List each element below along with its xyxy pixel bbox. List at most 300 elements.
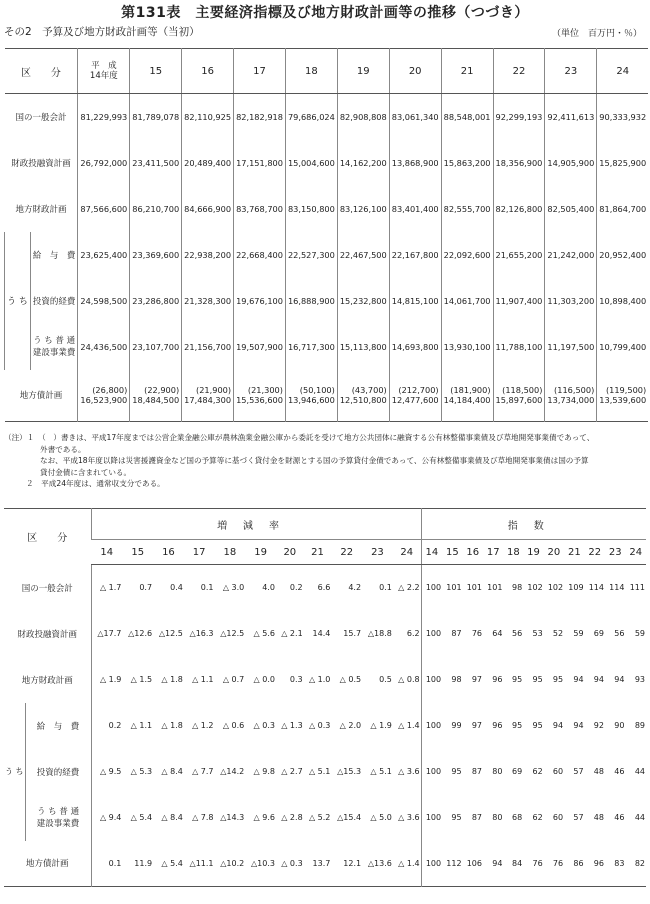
index-cell: 96 — [593, 858, 604, 868]
index-cell: 95 — [552, 675, 564, 684]
rate-cell: △ 5.1 — [308, 767, 331, 776]
table-cell: 14,061,700 — [441, 278, 493, 324]
cell-value: 15,536,600 — [236, 395, 283, 406]
table-cell: 14,815,100 — [389, 278, 441, 324]
table-row — [4, 841, 646, 887]
cell-paren-value: (50,100) — [299, 385, 335, 396]
table-cell: 23,369,600 — [130, 232, 182, 278]
index-cell: 57 — [573, 813, 584, 822]
index-cell: 46 — [614, 813, 625, 822]
rate-cell: 0.1 — [379, 583, 392, 593]
rate-cell: △ 9.4 — [91, 795, 122, 841]
index-cell: 99 — [451, 721, 462, 730]
row-label — [25, 795, 91, 841]
table-row — [4, 749, 646, 795]
uchi-label: う ち — [4, 703, 25, 841]
rate-cell: △ 0.6 — [222, 721, 245, 730]
index-cell: 83 — [614, 858, 625, 868]
footnote-line: ２ 平成24年度は、通常収支分である。 — [26, 479, 165, 488]
index-cell: 100 — [421, 703, 442, 749]
row-label-line1: う ち 普 通 — [33, 335, 76, 346]
index-cell: 92 — [593, 721, 604, 730]
cell-value: 14,184,400 — [443, 395, 491, 406]
table-row — [4, 611, 646, 657]
table-row — [5, 324, 649, 370]
rate-cell: △ 2.8 — [281, 813, 303, 822]
table-row — [5, 140, 649, 186]
index-cell: 68 — [512, 813, 523, 822]
table-cell: 15,825,900 — [597, 140, 648, 186]
budget-table — [4, 48, 648, 422]
index-cell: 100 — [421, 795, 442, 841]
cell-paren-value: (43,700) — [351, 385, 387, 396]
rate-cell: 6.2 — [406, 629, 420, 638]
rate-cell: △ 3.0 — [222, 583, 245, 593]
header-year-rate: 24 — [393, 540, 421, 565]
rate-cell: △ 1.9 — [91, 657, 122, 703]
header-year-index: 15 — [442, 540, 462, 565]
rate-cell: △ 8.4 — [161, 813, 183, 822]
index-cell: 101 — [487, 583, 503, 593]
table-cell: 81,864,700 — [597, 186, 648, 232]
table-cell: 83,150,800 — [285, 186, 337, 232]
header-year: 22 — [493, 49, 545, 94]
table-cell: 22,092,600 — [441, 232, 493, 278]
table-cell: 92,411,613 — [545, 94, 597, 140]
table-cell: 13,930,100 — [441, 324, 493, 370]
rate-cell: △ 1.2 — [192, 721, 214, 730]
rate-cell: △ 1.5 — [130, 675, 153, 684]
rate-cell: △ 9.6 — [253, 813, 275, 822]
row-label: 地方債計画 — [26, 859, 69, 870]
table-cell: 23,286,800 — [130, 278, 182, 324]
index-cell: 97 — [471, 721, 482, 730]
index-cell: 100 — [421, 657, 442, 703]
index-cell: 87 — [471, 813, 482, 822]
row-label: 地方債計画 — [19, 391, 63, 402]
index-cell: 76 — [552, 858, 564, 868]
header-year-rate: 14 — [91, 540, 122, 565]
table-cell: 84,666,900 — [182, 186, 234, 232]
table-cell: 22,467,500 — [337, 232, 389, 278]
table-cell: 26,792,000 — [78, 140, 130, 186]
header-year: 20 — [389, 49, 441, 94]
index-cell: 95 — [451, 767, 462, 776]
rate-cell: △ 1.0 — [308, 675, 331, 684]
row-label: 地方財政計画 — [15, 204, 67, 215]
table-cell: 14,162,200 — [337, 140, 389, 186]
index-cell: 106 — [466, 858, 482, 868]
table-cell — [285, 370, 337, 422]
table-row — [5, 232, 649, 278]
table-cell: 22,938,200 — [182, 232, 234, 278]
table-cell: 24,436,500 — [78, 324, 130, 370]
row-label — [30, 324, 78, 370]
table-row — [4, 795, 646, 841]
index-cell: 111 — [629, 583, 645, 593]
index-cell: 82 — [634, 858, 645, 868]
row-label: 国の一般会計 — [21, 583, 73, 594]
row-label: 投資的経費 — [36, 767, 80, 778]
index-cell: 56 — [512, 629, 523, 638]
rate-cell: △ 5.1 — [370, 767, 392, 776]
header-year-rate: 23 — [362, 540, 393, 565]
table-cell: 18,356,900 — [493, 140, 545, 186]
cell-value: 15,897,600 — [495, 395, 543, 406]
footnotes — [4, 432, 644, 490]
rate-cell: 0.7 — [139, 583, 153, 593]
table-cell: 10,898,400 — [597, 278, 648, 324]
cell-value: 13,734,000 — [547, 395, 595, 406]
table-cell: 13,868,900 — [389, 140, 441, 186]
header-year-rate: 18 — [215, 540, 246, 565]
rate-cell: △ 1.3 — [281, 721, 303, 730]
table-cell: 82,110,925 — [182, 94, 234, 140]
header-year-first-line2: 14年度 — [89, 71, 118, 81]
index-cell: 94 — [614, 675, 625, 684]
table-cell: 86,210,700 — [130, 186, 182, 232]
index-cell: 95 — [532, 675, 543, 684]
index-cell: 90 — [614, 721, 625, 730]
index-cell: 56 — [614, 629, 625, 638]
rate-cell: △ 0.8 — [398, 675, 420, 684]
header-year-index: 21 — [564, 540, 584, 565]
rate-cell: △12.5 — [220, 629, 245, 638]
cell-paren-value: (21,900) — [196, 385, 232, 396]
cell-paren-value: (118,500) — [502, 385, 543, 396]
header-year: 18 — [285, 49, 337, 94]
row-label: 国の一般会計 — [15, 112, 67, 123]
table-cell: 21,655,200 — [493, 232, 545, 278]
table-cell — [234, 370, 286, 422]
index-cell: 53 — [532, 629, 543, 638]
row-label: 給 与 費 — [32, 250, 76, 261]
index-cell: 84 — [512, 858, 523, 868]
table-cell — [78, 370, 130, 422]
rate-cell: 0.5 — [379, 675, 392, 684]
rate-cell: △ 3.6 — [398, 767, 420, 776]
rate-cell: 14.4 — [312, 629, 331, 638]
rate-cell: △ 2.7 — [281, 767, 303, 776]
rate-cell: 0.2 — [91, 703, 122, 749]
rate-cell: △10.3 — [250, 858, 275, 868]
rate-cell: 11.9 — [134, 858, 153, 868]
cell-value: 12,510,800 — [339, 395, 387, 406]
rate-cell: 0.2 — [289, 583, 303, 593]
table-cell: 19,507,900 — [234, 324, 286, 370]
table-cell: 83,768,700 — [234, 186, 286, 232]
header-year-index: 20 — [544, 540, 564, 565]
footnote-line: 外書である。 — [40, 444, 86, 454]
index-cell: 96 — [492, 721, 503, 730]
index-cell: 95 — [532, 721, 543, 730]
rate-cell: △15.3 — [337, 767, 362, 776]
table-cell: 15,004,600 — [285, 140, 337, 186]
header-year-index: 18 — [503, 540, 523, 565]
table-cell: 11,303,200 — [545, 278, 597, 324]
row-label-line2: 建設事業費 — [32, 347, 76, 358]
rate-cell: △ 0.5 — [339, 675, 362, 684]
header-year: 24 — [597, 49, 648, 94]
cell-paren-value: (181,900) — [450, 385, 491, 396]
index-cell: 114 — [588, 583, 604, 593]
row-label-line1: う ち 普 通 — [36, 806, 80, 817]
header-group-index: 指数 — [421, 509, 646, 540]
page-title: 第131表 主要経済指標及び地方財政計画等の推移（つづき） — [121, 5, 529, 21]
rate-cell: △ 3.6 — [398, 813, 420, 822]
index-cell: 59 — [634, 629, 645, 638]
header-year-index: 24 — [625, 540, 646, 565]
header-year-rate: 17 — [184, 540, 215, 565]
header-year-rate: 15 — [122, 540, 153, 565]
index-cell: 109 — [568, 583, 584, 593]
table-row — [5, 94, 649, 140]
table-cell: 20,489,400 — [182, 140, 234, 186]
index-cell: 89 — [634, 721, 645, 730]
header-year-rate: 16 — [153, 540, 184, 565]
index-cell: 101 — [446, 583, 462, 593]
index-cell: 95 — [512, 721, 523, 730]
rate-cell: △ 2.1 — [281, 629, 303, 638]
header-year-index: 22 — [585, 540, 605, 565]
header-year-index: 23 — [605, 540, 625, 565]
index-cell: 44 — [634, 813, 645, 822]
rate-cell: △ 1.8 — [161, 675, 183, 684]
cell-paren-value: (26,800) — [92, 385, 128, 396]
index-cell: 76 — [532, 858, 543, 868]
table-cell: 82,908,808 — [337, 94, 389, 140]
rate-cell: △ 0.7 — [222, 675, 245, 684]
table-cell: 21,328,300 — [182, 278, 234, 324]
rate-cell: △ 0.3 — [308, 721, 331, 730]
header-year-first-line1: 平 成 — [91, 61, 117, 71]
index-cell: 86 — [573, 858, 584, 868]
rate-cell: 0.1 — [200, 583, 214, 593]
index-cell: 97 — [471, 675, 482, 684]
table-header-row — [5, 49, 649, 94]
table-cell: 11,907,400 — [493, 278, 545, 324]
index-cell: 93 — [634, 675, 645, 684]
rate-cell: △ 9.5 — [91, 749, 122, 795]
table-row — [5, 186, 649, 232]
header-year: 19 — [337, 49, 389, 94]
rate-cell: 0.3 — [289, 675, 303, 684]
table-cell: 81,789,078 — [130, 94, 182, 140]
table-cell: 90,333,932 — [597, 94, 648, 140]
cell-value: 13,539,600 — [599, 395, 647, 406]
header-year-rate: 22 — [331, 540, 362, 565]
row-label: 給 与 費 — [36, 721, 80, 732]
header-category: 区 分 — [27, 533, 68, 545]
rate-cell: △ 7.8 — [192, 813, 214, 822]
rate-cell: △ 0.3 — [281, 858, 303, 868]
rate-cell: △13.6 — [367, 858, 392, 868]
rate-cell: 6.6 — [317, 583, 331, 593]
cell-paren-value: (21,300) — [247, 385, 283, 396]
index-cell: 94 — [573, 675, 584, 684]
index-cell: 80 — [492, 813, 503, 822]
table-cell: 20,952,400 — [597, 232, 648, 278]
index-cell: 48 — [593, 813, 604, 822]
rate-cell: △10.2 — [220, 858, 245, 868]
index-cell: 94 — [492, 858, 503, 868]
rate-cell: △ 5.6 — [253, 629, 275, 638]
table-cell: 82,555,700 — [441, 186, 493, 232]
table-cell — [597, 370, 648, 422]
index-cell: 52 — [552, 629, 564, 638]
table-cell: 82,182,918 — [234, 94, 286, 140]
index-cell: 95 — [451, 813, 462, 822]
table-cell: 83,126,100 — [337, 186, 389, 232]
index-cell: 98 — [512, 583, 523, 593]
table-cell: 10,799,400 — [597, 324, 648, 370]
rate-cell: △18.8 — [367, 629, 392, 638]
table-cell — [389, 370, 441, 422]
index-cell: 87 — [471, 767, 482, 776]
rate-cell: 4.2 — [348, 583, 362, 593]
table-cell — [493, 370, 545, 422]
index-cell: 100 — [421, 749, 442, 795]
cell-paren-value: (22,900) — [144, 385, 180, 396]
index-cell: 95 — [512, 675, 523, 684]
rate-cell: △11.1 — [189, 858, 214, 868]
rate-cell: △14.2 — [220, 767, 245, 776]
index-cell: 59 — [573, 629, 584, 638]
rate-cell: △17.7 — [91, 611, 122, 657]
index-cell: 94 — [573, 721, 584, 730]
table-cell — [182, 370, 234, 422]
table-cell: 82,505,400 — [545, 186, 597, 232]
header-year-index: 14 — [421, 540, 442, 565]
table-cell: 15,863,200 — [441, 140, 493, 186]
rate-cell: △ 8.4 — [161, 767, 183, 776]
table-cell — [130, 370, 182, 422]
rate-cell: △ 1.1 — [192, 675, 214, 684]
header-year: 21 — [441, 49, 493, 94]
header-year-rate: 19 — [245, 540, 276, 565]
rate-cell: △ 7.7 — [192, 767, 214, 776]
index-cell: 101 — [466, 583, 482, 593]
rate-cell: △ 5.3 — [130, 767, 153, 776]
table-cell: 81,229,993 — [78, 94, 130, 140]
rate-cell: 12.1 — [343, 858, 362, 868]
table-cell: 15,232,800 — [337, 278, 389, 324]
index-cell: 94 — [552, 721, 564, 730]
header-year: 17 — [234, 49, 286, 94]
footnote-line: 貸付金債に含まれている。 — [40, 467, 132, 477]
index-cell: 60 — [552, 813, 564, 822]
table-cell: 24,598,500 — [78, 278, 130, 324]
unit-label: （単位 百万円・％） — [551, 29, 642, 39]
rate-cell: 0.1 — [91, 841, 122, 887]
rate-cell: △ 1.8 — [161, 721, 183, 730]
index-cell: 62 — [532, 813, 543, 822]
table-cell — [441, 370, 493, 422]
cell-value: 13,946,600 — [287, 395, 335, 406]
index-cell: 69 — [593, 629, 604, 638]
table-cell: 17,151,800 — [234, 140, 286, 186]
footnote-line: （注）１ （ ）書きは、平成17年度までは公営企業金融公庫が農林漁業金融公庫から委託を受けて地方公共団体に融資する公有林整備事業債及び草地開発事業債であって、 — [4, 433, 595, 442]
rate-cell: △ 1.4 — [398, 721, 420, 730]
table-row — [4, 565, 646, 611]
table-year-header-row — [4, 540, 646, 565]
rate-cell: △ 9.8 — [253, 767, 275, 776]
rate-cell: △ 1.9 — [370, 721, 392, 730]
header-year: 23 — [545, 49, 597, 94]
index-cell: 100 — [421, 841, 442, 887]
footnote-line: なお、平成18年度以降は災害援護資金など国の予算等に基づく貸付金を財源とする国の予算貸付金債であって、公有林整備事業債及び草地開発事業債は国の予算 — [40, 456, 589, 465]
table-row — [5, 370, 649, 422]
rate-index-table — [4, 508, 646, 887]
index-cell: 60 — [552, 767, 564, 776]
row-label-line2: 建設事業費 — [36, 818, 80, 829]
index-cell: 69 — [512, 767, 523, 776]
cell-paren-value: (119,500) — [605, 385, 647, 396]
rate-cell: △ 5.4 — [130, 813, 153, 822]
table-cell: 16,888,900 — [285, 278, 337, 324]
cell-value: 17,484,300 — [184, 395, 232, 406]
header-year-index: 16 — [463, 540, 483, 565]
index-cell: 102 — [527, 583, 543, 593]
header-year-index: 19 — [523, 540, 543, 565]
index-cell: 96 — [492, 675, 503, 684]
table-cell: 21,156,700 — [182, 324, 234, 370]
table-cell: 79,686,024 — [285, 94, 337, 140]
header-group-rate: 増減率 — [91, 509, 421, 540]
rate-cell: △ 5.4 — [161, 858, 183, 868]
index-cell: 102 — [547, 583, 564, 593]
table-cell: 11,197,500 — [545, 324, 597, 370]
row-label: 財政投融資計画 — [11, 158, 71, 169]
row-label: 財政投融資計画 — [17, 629, 78, 640]
table-cell: 87,566,600 — [78, 186, 130, 232]
header-year: 16 — [182, 49, 234, 94]
table-row — [4, 657, 646, 703]
index-cell: 44 — [634, 767, 645, 776]
table-cell — [545, 370, 597, 422]
table-cell: 22,167,800 — [389, 232, 441, 278]
table-cell: 11,788,100 — [493, 324, 545, 370]
rate-cell: △ 2.0 — [339, 721, 362, 730]
index-cell: 94 — [593, 675, 604, 684]
table-cell: 23,411,500 — [130, 140, 182, 186]
index-cell: 100 — [421, 611, 442, 657]
index-cell: 98 — [451, 675, 462, 684]
rate-cell: △12.5 — [158, 629, 183, 638]
section-subtitle: その2 予算及び地方財政計画等（当初） — [4, 26, 200, 38]
index-cell: 114 — [609, 583, 625, 593]
index-cell: 62 — [532, 767, 543, 776]
index-cell: 76 — [471, 629, 482, 638]
header-category: 区 分 — [5, 49, 78, 94]
uchi-label: う ち — [5, 232, 31, 370]
table-cell: 22,668,400 — [234, 232, 286, 278]
rate-cell: △ 5.0 — [370, 813, 392, 822]
table-cell: 14,693,800 — [389, 324, 441, 370]
rate-cell: △ 5.2 — [308, 813, 331, 822]
table-cell: 83,061,340 — [389, 94, 441, 140]
index-cell: 57 — [573, 767, 584, 776]
cell-paren-value: (212,700) — [398, 385, 439, 396]
rate-cell: 15.7 — [343, 629, 362, 638]
rate-cell: △ 0.0 — [253, 675, 275, 684]
rate-cell: 13.7 — [312, 858, 331, 868]
rate-cell: △ 2.2 — [398, 583, 420, 593]
rate-cell: △14.3 — [220, 813, 245, 822]
header-year: 15 — [130, 49, 182, 94]
row-label: 地方財政計画 — [21, 675, 73, 686]
rate-cell: △ 1.4 — [398, 858, 420, 868]
